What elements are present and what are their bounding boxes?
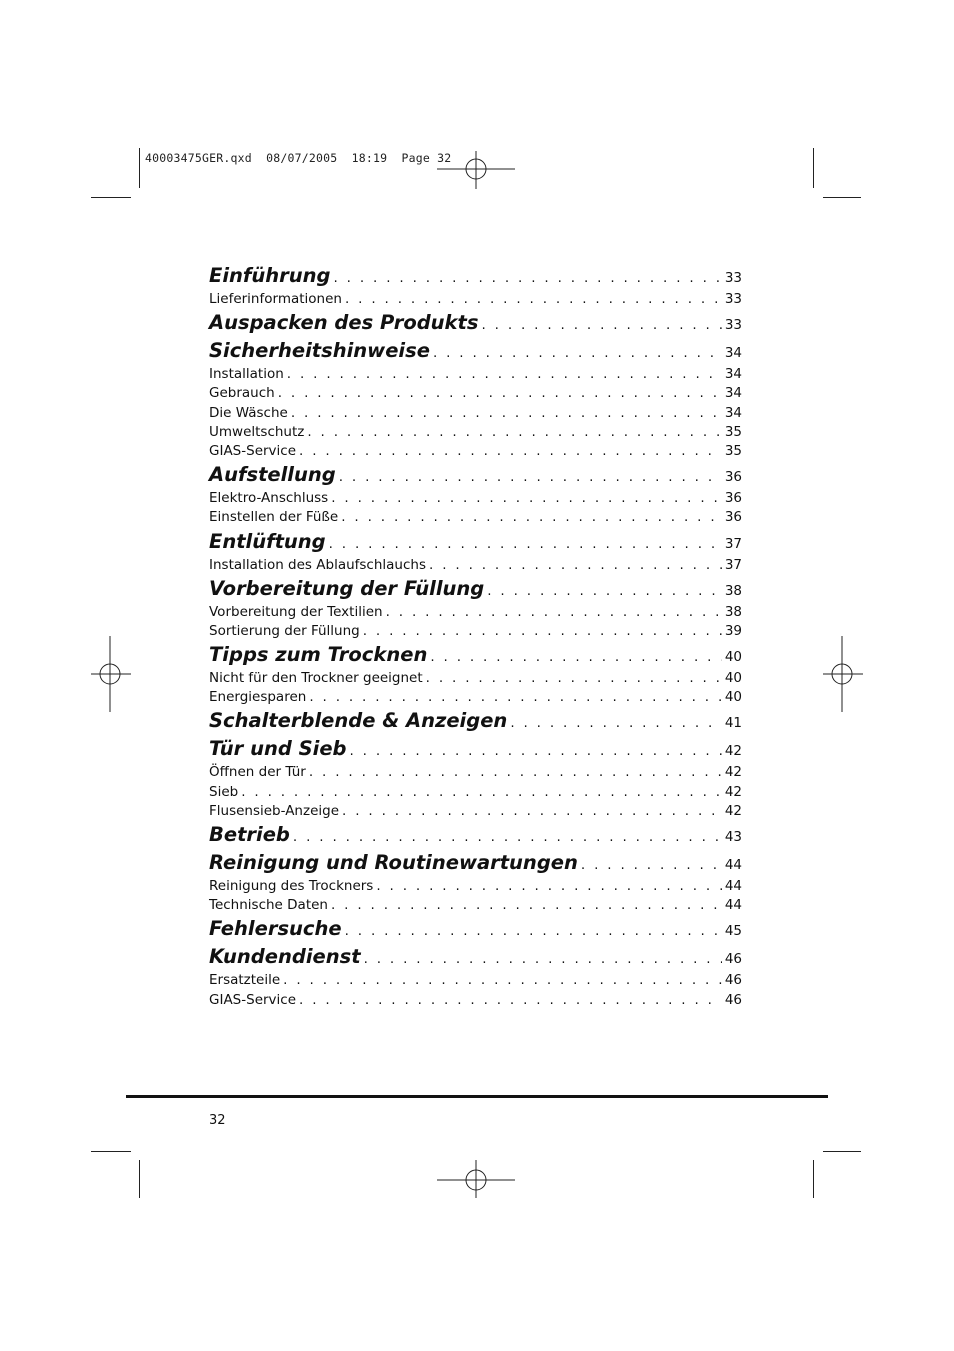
toc-heading	[209, 735, 742, 763]
toc-heading	[209, 915, 742, 943]
toc-heading-label: Einführung	[209, 264, 331, 287]
toc-page-number: 37	[724, 556, 742, 573]
dot-leader	[283, 971, 722, 990]
toc-entry	[209, 603, 742, 622]
toc-entry-label: Technische Daten	[209, 897, 328, 914]
dot-leader	[481, 311, 721, 339]
toc-entry-label: Einstellen der Füße	[209, 509, 339, 526]
toc-heading-label: Tipps zum Trocknen	[209, 643, 428, 667]
toc-heading-label: Sicherheitshinweise	[209, 339, 430, 363]
dot-leader	[345, 290, 722, 309]
toc-entry-label: Installation des Ablaufschlauchs	[209, 556, 427, 573]
table-of-contents	[209, 262, 742, 1010]
registration-mark-bottom-icon	[437, 1160, 517, 1200]
toc-heading-label: Betrieb	[209, 823, 290, 846]
dot-leader	[487, 577, 722, 605]
toc-page-number: 35	[724, 442, 742, 459]
toc-entry	[209, 556, 742, 575]
toc-page-number: 40	[724, 670, 742, 687]
toc-heading	[209, 707, 742, 735]
dot-leader	[299, 991, 722, 1010]
toc-heading-label: Entlüftung	[209, 529, 326, 553]
toc-page-number: 36	[724, 509, 742, 526]
toc-entry-label: Umweltschutz	[209, 423, 305, 440]
toc-heading-label: Schalterblende & Anzeigen	[209, 709, 508, 733]
toc-entry	[209, 489, 742, 508]
toc-heading	[209, 821, 742, 849]
toc-page-number: 36	[724, 469, 742, 486]
toc-page-number: 44	[724, 897, 742, 914]
dot-leader	[364, 945, 722, 973]
dot-leader	[341, 508, 722, 527]
crop-mark-bottom-right-v	[813, 1160, 814, 1198]
toc-page-number: 33	[724, 270, 742, 286]
registration-mark-right-icon	[823, 636, 863, 714]
dot-leader	[291, 404, 722, 423]
toc-heading	[209, 309, 742, 337]
toc-entry-label: Die Wäsche	[209, 404, 288, 421]
toc-page-number: 46	[724, 991, 742, 1008]
toc-entry	[209, 783, 742, 802]
toc-entry-label: Sieb	[209, 783, 239, 800]
crop-mark-bottom-left-v	[139, 1160, 140, 1198]
toc-heading-label: Fehlersuche	[209, 917, 342, 941]
toc-page-number: 39	[724, 622, 742, 639]
toc-entry	[209, 896, 742, 915]
dot-leader	[510, 709, 722, 737]
toc-heading	[209, 461, 742, 489]
dot-leader	[293, 823, 722, 851]
toc-page-number: 40	[724, 689, 742, 706]
toc-page-number: 34	[724, 404, 742, 421]
toc-page-number: 43	[724, 829, 742, 845]
dot-leader	[339, 463, 722, 491]
toc-page-number: 46	[724, 972, 742, 989]
dot-leader	[426, 669, 722, 688]
toc-entry	[209, 971, 742, 990]
toc-heading-label: Kundendienst	[209, 945, 361, 969]
toc-entry-label: GIAS-Service	[209, 991, 297, 1008]
toc-page-number: 46	[724, 951, 742, 968]
toc-page-number: 44	[724, 857, 742, 873]
footer-rule	[126, 1095, 828, 1098]
crop-mark-top-left-v	[139, 148, 140, 188]
toc-page-number: 33	[724, 291, 742, 307]
crop-mark-bottom-left-h	[91, 1151, 131, 1152]
toc-heading-label: Auspacken des Produkts	[209, 311, 479, 335]
crop-mark-bottom-right-h	[823, 1151, 861, 1152]
toc-heading	[209, 575, 742, 603]
toc-entry-label: Sortierung der Füllung	[209, 622, 360, 639]
dot-leader	[329, 530, 722, 558]
dot-leader	[287, 365, 722, 384]
dot-leader	[376, 877, 721, 896]
toc-entry	[209, 423, 742, 442]
toc-entry-label: Energiesparen	[209, 689, 307, 706]
toc-page-number: 38	[724, 582, 742, 599]
toc-entry	[209, 991, 742, 1010]
toc-entry	[209, 802, 742, 821]
toc-entry	[209, 365, 742, 384]
toc-page-number: 33	[724, 317, 742, 334]
toc-heading	[209, 262, 742, 290]
crop-mark-top-right-h	[823, 197, 861, 198]
dot-leader	[433, 339, 722, 367]
dot-leader	[331, 489, 722, 508]
crop-mark-top-left-h	[91, 197, 131, 198]
registration-mark-left-icon	[91, 636, 131, 714]
dot-leader	[299, 442, 722, 461]
toc-entry	[209, 442, 742, 461]
toc-page-number: 44	[724, 878, 742, 894]
toc-heading	[209, 849, 742, 877]
toc-heading-label: Tür und Sieb	[209, 737, 347, 761]
toc-page-number: 40	[724, 649, 742, 666]
toc-page-number: 42	[724, 743, 742, 760]
toc-entry-label: Lieferinformationen	[209, 291, 342, 307]
toc-page-number: 34	[724, 366, 742, 383]
toc-heading-label: Reinigung und Routinewartungen	[209, 851, 578, 874]
dot-leader	[345, 917, 722, 945]
dot-leader	[241, 783, 722, 802]
toc-page-number: 42	[724, 764, 742, 781]
registration-mark-top-icon	[437, 151, 517, 191]
toc-page-number: 37	[724, 535, 742, 552]
dot-leader	[309, 688, 721, 707]
dot-leader	[331, 896, 722, 915]
toc-heading	[209, 337, 742, 365]
toc-heading	[209, 943, 742, 971]
toc-heading	[209, 528, 742, 556]
toc-entry-label: Nicht für den Trockner geeignet	[209, 670, 423, 687]
toc-page-number: 42	[724, 783, 742, 800]
page-number: 32	[209, 1113, 226, 1128]
toc-entry-label: Vorbereitung der Textilien	[209, 603, 383, 620]
toc-entry	[209, 508, 742, 527]
dot-leader	[581, 851, 722, 879]
dot-leader	[342, 802, 722, 821]
crop-mark-top-right-v	[813, 148, 814, 188]
toc-entry-label: Gebrauch	[209, 385, 275, 402]
toc-entry-label: Ersatzteile	[209, 972, 281, 989]
dot-leader	[386, 603, 722, 622]
toc-heading	[209, 641, 742, 669]
toc-entry-label: Elektro-Anschluss	[209, 490, 329, 507]
dot-leader	[429, 556, 722, 575]
dot-leader	[350, 737, 722, 765]
dot-leader	[278, 384, 722, 403]
toc-entry	[209, 290, 742, 309]
toc-entry-label: GIAS-Service	[209, 442, 297, 459]
toc-page-number: 42	[724, 802, 742, 819]
toc-heading-label: Vorbereitung der Füllung	[209, 576, 485, 600]
toc-entry-label: Reinigung des Trockners	[209, 878, 374, 894]
toc-page-number: 41	[724, 715, 742, 732]
toc-page-number: 34	[724, 345, 742, 362]
toc-entry	[209, 384, 742, 403]
toc-entry	[209, 622, 742, 641]
toc-page-number: 45	[724, 923, 742, 940]
print-slug: 40003475GER.qxd 08/07/2005 18:19 Page 32	[145, 151, 452, 165]
toc-entry-label: Öffnen der Tür	[209, 764, 306, 781]
toc-entry-label: Installation	[209, 366, 284, 383]
dot-leader	[363, 622, 722, 641]
toc-entry	[209, 669, 742, 688]
toc-page-number: 35	[724, 423, 742, 440]
toc-page-number: 38	[724, 603, 742, 620]
toc-page-number: 34	[724, 385, 742, 402]
toc-entry	[209, 877, 742, 896]
dot-leader	[333, 264, 721, 292]
toc-page-number: 36	[724, 490, 742, 507]
dot-leader	[307, 423, 721, 442]
toc-heading-label: Aufstellung	[209, 463, 336, 487]
toc-entry	[209, 404, 742, 423]
toc-entry	[209, 688, 742, 707]
dot-leader	[430, 643, 721, 671]
dot-leader	[309, 763, 722, 782]
toc-entry-label: Flusensieb-Anzeige	[209, 802, 340, 819]
toc-entry	[209, 763, 742, 782]
